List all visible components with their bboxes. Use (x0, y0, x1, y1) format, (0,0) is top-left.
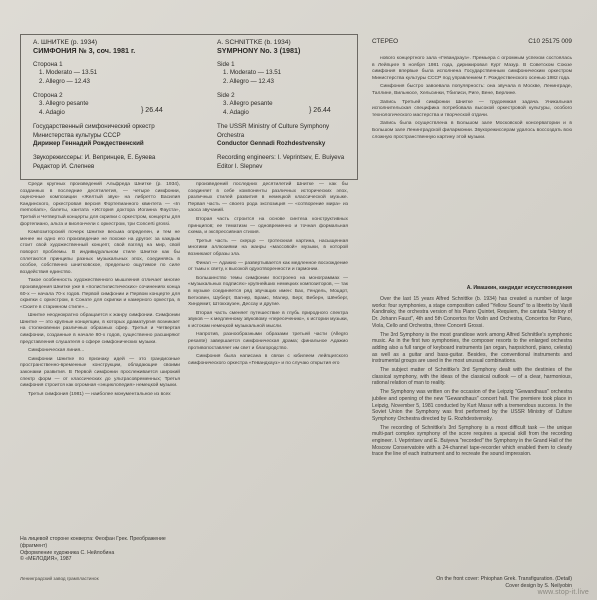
paragraph: Третья часть — скерцо — гротескная картина, насыщенная многими аллюзиями на жанры «массовой» музыки, в которой возникают образы зла. (188, 238, 348, 257)
paragraph: Симфонии Шнитке по признаку идей — это грандиозные пространственно-временные конструкции, обладающие своими законами развития. В Первой симфонии прослеживается широкий спектр форм — от классических до ультрасовременных; Третья симфония строится как огромная «энциклопедия» немецкой музыки. (20, 356, 180, 389)
stereo-label: СТЕРЕО (372, 38, 399, 45)
side2-label-ru: Сторона 2 (33, 92, 63, 100)
paragraph: Большинство темы симфонии построено на монограммах — «музыкальных подписях» крупнейших немецких композиторов, — так в музыке соединяется ряд звучащих имен: Бах, Гендель, Моцарт, Бетховен, Шуберт, Вагнер, Брамс, Малер, Берг, Веберн, Шёнберг, Хиндемит, Штокхаузен, Дессау и другие. (188, 275, 348, 308)
paragraph: Финал — Адажио — развертывается как медленное восхождение от тьмы к свету, к высокой одухотворенности и гармонии. (188, 260, 348, 273)
engineers-ru: Звукорежиссеры: И. Вепринцев, Е. Буяева (33, 154, 156, 162)
paragraph: Третья симфония (1981) — наиболее монументальное из всех (28, 391, 171, 397)
title-en: SYMPHONY No. 3 (1981) (217, 46, 301, 56)
paragraph: The recording of Schnittke's 3rd Symphony is a most difficult task — the unique multi-part complex symphony of the score requires a special skill from the recording engineer. I. Veprintsev and E. Buiyeva "recorded" the Symphony in the Grand Hall of the Moscow Conservatoire with a 24-channel tape-recorder which enabled them to clearly trace the line of each instrument and to recreate the sound impression. (372, 424, 572, 458)
track-ru: 2. Allegro — 12.43 (39, 77, 90, 85)
paragraph: Симфоническая линия... (28, 348, 85, 354)
tracklist-russian (33, 39, 193, 171)
copyright: © «МЕЛОДИЯ», 1987 (20, 556, 72, 563)
conductor-ru: Дирижер Геннадий Рождественский (33, 140, 144, 148)
track-en: 1. Moderato — 13.51 (223, 69, 282, 77)
paragraph: произведений последних десятилетий Шнитке — как бы соединяет в себе компоненты различных исторических эпох, различных стилей развития в немецкой классической музыке. Первая часть — своего рода экспозиция — «сотворение мира» из хаоса звучаний. (188, 182, 348, 214)
paragraph: Вторая часть строится на основе синтеза конструктивных принципов; ее тематизм — одновременно и точная формальная схема, и экспрессивная стихия. (188, 216, 348, 236)
design-credit-ru: Оформление художника С. Нейлобина (20, 549, 115, 556)
print-info: Ленинградский завод грампластинок (20, 576, 99, 581)
side1-label-en: Side 1 (217, 60, 235, 68)
paragraph: Запись была осуществлена в Большом зале Московской консерватории и в Большом зале Ленинградской филармонии. Звукорежиссерам удалось воссоздать всю сложную пространственную картину этой музыки. (372, 121, 572, 140)
editor-ru: Редактор И. Слепнев (33, 162, 95, 170)
paragraph: Симфония быстро завоевала популярность: она звучала в Москве, Ленинграде, Таллине, Вильнюсе, Хельсинки, Тбилиси, Риге, Вене, Берлине. (372, 84, 572, 96)
front-cover-credit-en: On the front cover: Phiophan Grek. Transfiguration. (Detail) (436, 576, 572, 582)
composer-ru: А. ШНИТКЕ (р. 1934) (33, 39, 98, 46)
notes-ru-right (372, 56, 572, 143)
credits-ru (20, 536, 190, 563)
paragraph: Запись Третьей симфонии Шнитке — трудоемкая задача. Уникальная исполнительская специфика потребовала высокой оркестровой культуры, особого технологического мастерства и творческой отдачи. (372, 99, 572, 118)
design-credit-en: Cover design by S. Neilyobin (505, 582, 572, 589)
composer-en: A. SCHNITTKE (b. 1934) (217, 39, 291, 46)
paragraph: The 3rd Symphony is the most grandiose work among Alfred Schnittke's symphonic music. As in the first two symphonies, the composer resorts to the enlarged orchestra adding also a full range of keyboard instruments (an organ, harpsichord, piano, celesta) as well as a guitar and bass-guitar. Besides, the conventional instruments and instrumental groups are used in the most unusual combinations. (372, 331, 572, 365)
watermark: www.stop-it.live (537, 589, 589, 596)
notes-ru-left (20, 182, 180, 400)
side2-label-en: Side 2 (217, 92, 235, 100)
track-ru: 3. Allegro pesante (39, 100, 89, 108)
paragraph: нового концертного зала «Гевандхауз». Премьера с огромным успехом состоялась в Лейпциге 5 ноября 1981 года, дирижировал Курт Мазур. В Советском Союзе симфония впервые была исполнена Государственным симфоническим оркестром Министерства культуры СССР под управлением Г. Рождественского осенью 1982 года. (372, 56, 572, 81)
stereo-catalog-line (372, 38, 572, 45)
tracklist-box (20, 34, 358, 180)
orchestra-en: The USSR Ministry of Culture Symphony Orchestra (217, 123, 330, 139)
notes-en-right (372, 296, 572, 460)
catalog-number: С10 25175 009 (528, 38, 572, 45)
paragraph: Симфония была написана в связи с юбилеем лейпцигского симфонического оркестра «Гевандхауз» и по случаю открытия его (188, 354, 348, 366)
conductor-en: Conductor Gennadi Rozhdestvensky (217, 140, 326, 148)
side1-label-ru: Сторона 1 (33, 60, 63, 68)
paragraph: Такое особенность художественного мышления отличает многие произведения Шнитке уже в «полистилистических» сочинениях конца 60-х — начала 70-х годов. Первой симфонии и Первом концерте для скрипки с оркестром, в Сонате для скрипки и камерного оркестра, в «Сюите в старинном стиле»... (20, 278, 180, 310)
engineers-en: Recording engineers: I. Veprintsev, E. Buiyeva (217, 154, 345, 162)
paragraph: Вторая часть сменяет путешествие в глубь природного спектра звуков — к медленному звуковому «пересечению», к истории музыки, к истокам немецкой музыкальной мысли. (188, 310, 348, 329)
notes-ru-middle (188, 182, 348, 369)
editor-en: Editor I. Slepnev (217, 162, 263, 170)
paragraph: Композиторский почерк Шнитке весьма определен, и тем не менее ни одно его произведение не похоже на другое: за каждым стоит свой художественный концепт, свой взгляд на мир, свой поворот проблемы. В индивидуальном стиле Шнитке как бы сплетаются принципы разных музыкальных эпох, соединяясь в особое, собственно шнитковское, предельно ощутимое по силе воздействия единство. (20, 230, 180, 275)
paragraph: Напротив, разнообразными образами третьей части (Allegro pesante) завершается симфоническая драма; финальное Адажио противопоставляет им свет и благородство. (188, 332, 348, 351)
paragraph: Over the last 15 years Alfred Schnittke (b. 1934) has created a number of large works: four symphonies, a stage composition called "Yellow Sound" to a libretto by Vasili Kandinsky, the orchestra version of his Piano Quintet, Requiem, the cantata "History of Dr. Johann Faust", 4th and 5th Concertos for Violin and Orchestra, Concertos for Piano, Viola, Cello and Orchestra, three Concerti Grossi. (372, 296, 572, 329)
paragraph: Среди крупных произведений Альфреда Шнитке (р. 1934), созданных в последние десятилетия, — четыре симфонии, оценочные композиции «Желтый звук» на либретто Василия Кандинского, оркестровая версия Фортепианного квинтета — «In memoriam», балеты, кантата «История доктора Иоганна Фауста», Третий и Четвертый концерты для скрипки с оркестром, концерты для фортепиано, альта и виолончели с оркестром, три Concerti grossi. (20, 182, 180, 227)
track-en: 3. Allegro pesante (223, 100, 273, 108)
side2-time-ru: } 26.44 (141, 107, 163, 114)
track-ru: 4. Adagio (39, 108, 65, 116)
track-en: 2. Allegro — 12.43 (223, 77, 274, 85)
author-byline-ru: А. Ивашкин, кандидат искусствоведения (466, 285, 572, 291)
track-ru: 1. Moderato — 13.51 (39, 69, 98, 77)
orchestra-ru: Государственный симфонический оркестр Министерства культуры СССР (33, 123, 155, 139)
paragraph: The Symphony was written on the occasion of the Leipzig "Gewandhaus" orchestra jubilee and opening of the new "Gewandhaus" concert hall. The premiere took place in Leipzig, November 5, 1981 conducted by Kurt Masur with a tremendous success. In the Soviet Union the Symphony was first performed by the USSR Ministry of Culture Symphony Orchestra directed by G. Rozhdestvensky. (372, 389, 572, 422)
track-en: 4. Adagio (223, 108, 249, 116)
front-cover-credit-ru: На лицевой стороне конверта: Феофан Грек. Преображение (фрагмент) (20, 536, 166, 549)
tracklist-english (217, 39, 357, 171)
side2-time-en: } 26.44 (309, 107, 331, 114)
credits-en (372, 576, 572, 590)
title-ru: СИМФОНИЯ № 3, соч. 1981 г. (33, 46, 136, 56)
paragraph: The subject matter of Schnittke's 3rd Symphony dealt with the destinies of the classical symphony, with the ideas of the classical outlook — of a clear, harmonious, rational relation of man to reality. (372, 367, 572, 387)
paragraph: Шнитке неоднократно обращается к жанру симфонии. Симфонии Шнитке — это крупные концепции, в которых драматургия возникает на столкновении различных образных сфер. Третья и Четвертая симфонии, созданные в начале 80-х годов, существенно расширяют представления слушателя о сфере симфонических музыки. (20, 313, 180, 345)
